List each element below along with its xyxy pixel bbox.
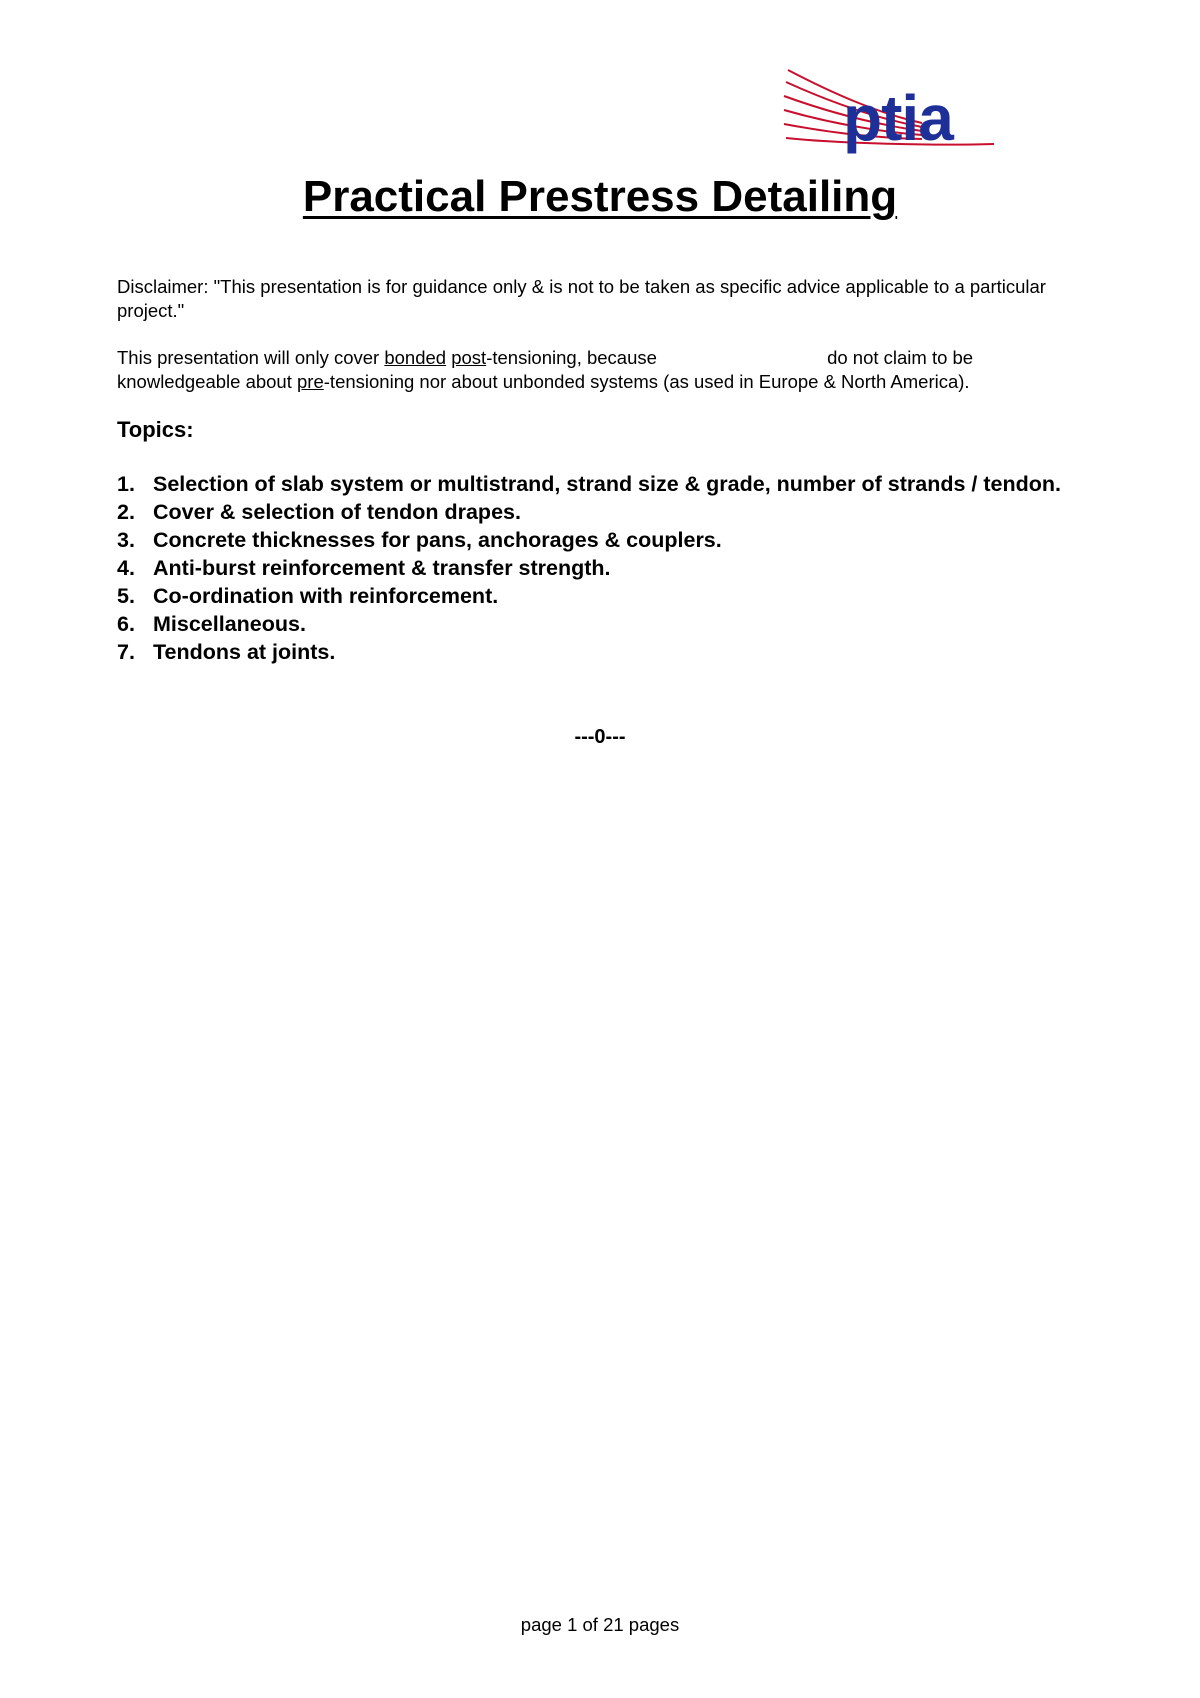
scope-text-5: -tensioning nor about unbonded systems (as used in Europe & North America). [323,371,970,392]
topics-heading: Topics: [117,417,194,442]
topic-number: 7. [117,640,135,664]
topics-list [117,470,1117,666]
topic-number: 6. [117,612,135,636]
topic-number: 4. [117,556,135,580]
topic-item [117,526,1117,554]
page-footer: page 1 of 21 pages [520,1614,680,1635]
scope-text-1: This presentation will only cover [117,347,385,368]
topic-text: Co-ordination with reinforcement. [153,584,499,608]
page-title: Practical Prestress Detailing [302,172,898,221]
topic-number: 1. [117,472,135,496]
scope-bonded: bonded [384,347,447,368]
topic-item [117,610,1117,638]
topic-text: Concrete thicknesses for pans, anchorages & couplers. [153,528,722,552]
topic-number: 3. [117,528,135,552]
topic-text: Tendons at joints. [153,640,336,664]
topic-text: Cover & selection of tendon drapes. [153,500,521,524]
disclaimer-text: Disclaimer: "This presentation is for guidance only & is not to be taken as specific advice applicable to a particular project." [117,276,1046,321]
topic-text: Miscellaneous. [153,612,306,636]
topic-number: 5. [117,584,135,608]
topic-item [117,582,1117,610]
topic-text: Selection of slab system or multistrand, strand size & grade, number of strands / tendon. [153,472,1061,496]
topic-text: Anti-burst reinforcement & transfer strength. [153,556,611,580]
topic-item [117,498,1117,526]
logo-wordmark: ptia [843,82,953,154]
scope-post: post [451,347,487,368]
topic-item [117,638,1117,666]
scope-pre: pre [297,371,324,392]
topic-item [117,470,1117,498]
scope-text-3: -tensioning, because [486,347,663,368]
end-mark: ---0--- [574,726,626,748]
scope-text-4: do not claim to be knowledgeable about [117,347,974,392]
scope-paragraph [117,346,1077,394]
topic-number: 2. [117,500,135,524]
topic-item [117,554,1117,582]
